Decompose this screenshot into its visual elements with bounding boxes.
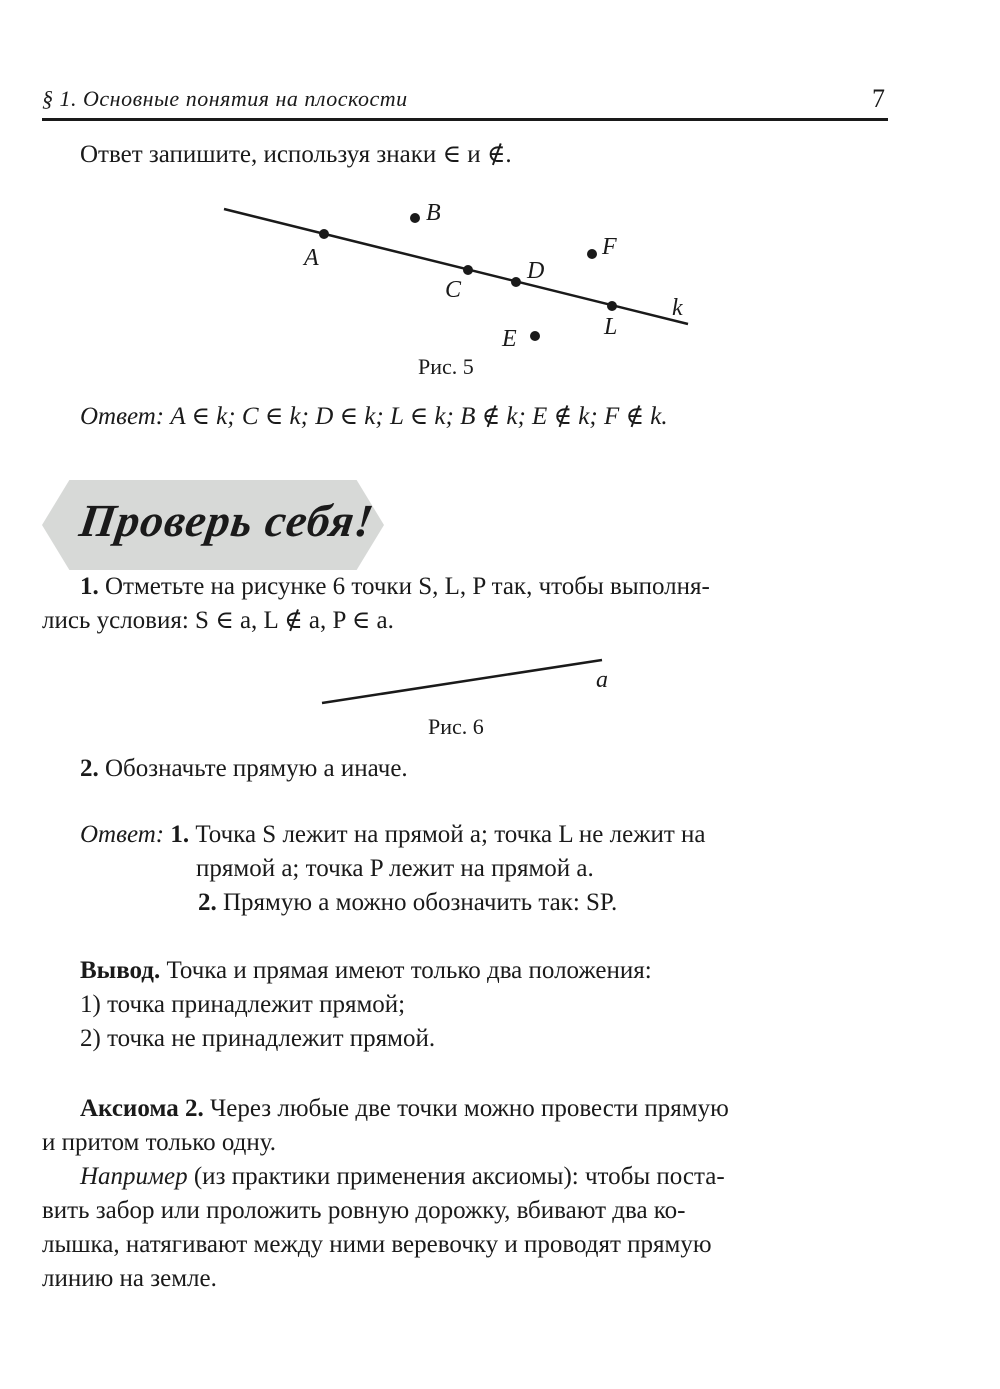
answer-1-label: Ответ: [80,403,165,430]
answer-2-item-1-number: 1. [170,821,190,848]
label-a-line: a [596,667,608,693]
label-l: L [604,314,618,340]
answer-2-line-3 [198,886,617,920]
label-c: C [445,277,462,303]
axiom-line-2: и притом только одну. [42,1129,276,1156]
answer-2-item-2-text: Прямую a можно обозначить так: SP. [223,889,618,916]
label-e: E [502,326,517,352]
example-text: (из практики применения аксиомы): чтобы поста- [193,1163,725,1190]
task-1-number: 1. [80,573,99,600]
label-b: B [426,200,441,226]
section-header-title: § 1. Основные понятия на плоскости [42,86,408,111]
task-1-line-1 [80,570,710,604]
point-f [587,249,597,259]
answer-2-item-2-number: 2. [198,889,217,916]
answer-1-text: A ∈ k; C ∈ k; D ∈ k; L ∈ k; B ∉ k; E ∉ k; F ∉ k. [170,403,668,430]
page-number: 7 [872,84,885,113]
point-d [511,277,521,287]
task-2-text: Обозначьте прямую a иначе. [105,755,408,782]
label-d: D [527,258,545,284]
point-l [607,301,617,311]
task-2-number: 2. [80,755,99,782]
conclusion-line-1 [80,954,652,988]
example-line-2: вить забор или проложить ровную дорожку, вбивают два ко- [42,1197,686,1224]
point-b [410,213,420,223]
task-2 [80,752,408,786]
answer-1 [80,400,668,434]
task-1-line-2: лись условия: S ∈ a, L ∉ a, P ∈ a. [42,607,394,634]
answer-2-line-2: прямой a; точка P лежит на прямой a. [196,855,594,882]
example-line-3: лышка, натягивают между ними веревочку и проводят прямую [42,1231,712,1258]
figure-5-caption: Рис. 5 [418,354,474,379]
point-c [463,265,473,275]
example-line-1 [80,1160,725,1194]
label-f: F [602,234,617,260]
conclusion-item-1: 1) точка принадлежит прямой; [80,991,406,1018]
axiom-line-1 [80,1092,729,1126]
point-a [319,229,329,239]
example-label: Например [80,1163,188,1190]
answer-2-item-1-text: Точка S лежит на прямой a; точка L не лежит на [195,821,706,848]
point-e [530,331,540,341]
figure-6-caption: Рис. 6 [428,714,484,739]
conclusion-label: Вывод. [80,957,161,984]
example-line-4: линию на земле. [42,1265,217,1292]
conclusion-text: Точка и прямая имеют только два положения: [166,957,652,984]
label-a: A [304,245,319,271]
answer-2-line-1 [80,818,706,852]
axiom-text: Через любые две точки можно провести прямую [209,1095,729,1122]
conclusion-item-2: 2) точка не принадлежит прямой. [80,1025,436,1052]
line-k [224,209,688,324]
intro-text: Ответ запишите, используя знаки ∈ и ∉. [80,141,512,168]
axiom-label: Аксиома 2. [80,1095,204,1122]
line-a [322,660,602,703]
label-k: k [672,295,683,321]
check-yourself-title: Проверь себя! [76,495,378,546]
task-1-text: Отметьте на рисунке 6 точки S, L, P так, чтобы выполня- [105,573,710,600]
answer-2-label: Ответ: [80,821,165,848]
